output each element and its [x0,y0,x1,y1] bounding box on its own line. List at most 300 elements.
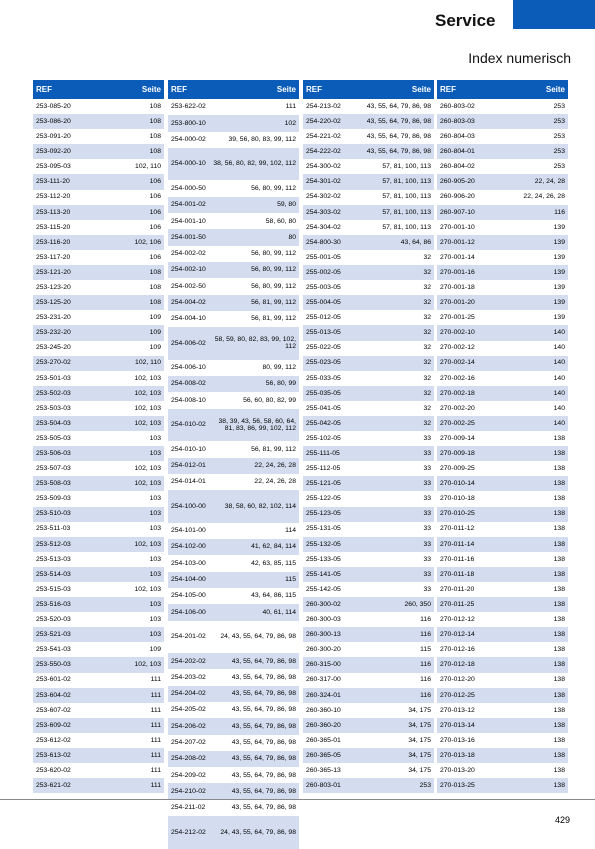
ref-cell: 253-515-03 [36,585,71,593]
seite-cell: 43, 64, 86 [400,238,431,246]
table-row [437,295,568,310]
seite-cell: 109 [149,344,161,352]
seite-cell: 260, 350 [404,600,431,608]
seite-cell: 102, 103 [134,585,161,593]
ref-cell: 255-033-05 [306,374,341,382]
table-row [303,627,434,642]
seite-cell: 24, 43, 55, 64, 79, 86, 98 [220,828,296,836]
table-row [437,718,568,733]
ref-cell: 254-104-00 [171,576,206,584]
seite-cell: 43, 55, 64, 79, 86, 98 [366,148,431,156]
table-row [33,310,164,325]
seite-cell: 138 [553,555,565,563]
table-row [303,205,434,220]
table-row [33,461,164,476]
header-seite: Seite [545,85,565,94]
seite-cell: 138 [553,691,565,699]
ref-cell: 270-001-20 [440,299,475,307]
seite-cell: 111 [150,736,161,744]
ref-cell: 254-001-50 [171,233,206,241]
seite-cell: 103 [149,631,161,639]
seite-cell: 139 [553,314,565,322]
table-row [168,360,299,376]
table-row [437,144,568,159]
seite-cell: 253 [553,133,565,141]
table-row [168,474,299,490]
seite-cell: 108 [149,102,161,110]
ref-cell: 253-541-03 [36,646,71,654]
ref-cell: 254-208-02 [171,755,206,763]
ref-cell: 253-509-03 [36,495,71,503]
seite-cell: 57, 81, 100, 113 [382,193,431,201]
ref-cell: 260-906-20 [440,193,475,201]
table-row [303,552,434,567]
table-row [303,220,434,235]
ref-cell: 253-113-20 [36,208,71,216]
ref-cell: 254-001-02 [171,201,206,209]
table-row [168,800,299,816]
ref-cell: 255-123-05 [306,510,341,518]
table-row [437,190,568,205]
section-color-tab [513,0,595,29]
index-column-2 [168,80,299,849]
ref-cell: 270-001-25 [440,314,475,322]
ref-cell: 260-803-01 [306,782,341,790]
table-row [168,213,299,229]
ref-cell: 253-115-20 [36,223,71,231]
seite-cell: 106 [149,253,161,261]
table-row [303,567,434,582]
seite-cell: 34, 175 [408,721,431,729]
seite-cell: 116 [420,616,431,624]
table-row [168,197,299,213]
table-row [437,129,568,144]
table-row [168,229,299,245]
seite-cell: 138 [553,766,565,774]
seite-cell: 56, 60, 80, 82, 99 [243,396,296,404]
ref-cell: 270-002-18 [440,389,475,397]
header-ref: REF [36,85,52,94]
ref-cell: 253-604-02 [36,691,71,699]
ref-cell: 254-000-50 [171,184,206,192]
seite-cell: 22, 24, 26, 28 [254,478,296,486]
table-row [33,612,164,627]
ref-cell: 270-013-14 [440,721,475,729]
seite-cell: 102, 103 [134,661,161,669]
table-row [168,392,299,408]
seite-cell: 33 [423,465,431,473]
seite-cell: 102, 106 [134,238,161,246]
ref-cell: 260-365-05 [306,751,341,759]
table-row [437,371,568,386]
ref-cell: 270-012-12 [440,616,475,624]
seite-cell: 138 [553,721,565,729]
table-row [168,295,299,311]
ref-cell: 260-804-03 [440,133,475,141]
ref-cell: 254-210-02 [171,787,206,795]
ref-cell: 253-504-03 [36,419,71,427]
seite-cell: 138 [553,434,565,442]
seite-cell: 139 [553,238,565,246]
ref-cell: 270-013-25 [440,782,475,790]
ref-cell: 255-004-05 [306,299,341,307]
seite-cell: 116 [420,691,431,699]
ref-cell: 270-002-20 [440,404,475,412]
table-row [33,341,164,356]
seite-cell: 139 [553,283,565,291]
table-row [168,458,299,474]
ref-cell: 253-095-03 [36,163,71,171]
table-row [168,735,299,751]
table-header [437,80,568,99]
seite-cell: 43, 55, 64, 79, 86, 98 [231,722,296,730]
seite-cell: 32 [423,344,431,352]
ref-cell: 254-002-10 [171,266,206,274]
seite-cell: 138 [553,540,565,548]
ref-cell: 253-231-20 [36,314,71,322]
seite-cell: 33 [423,495,431,503]
ref-cell: 260-365-01 [306,736,341,744]
table-row [33,99,164,114]
table-row [168,115,299,131]
ref-cell: 254-204-02 [171,690,206,698]
table-row [437,642,568,657]
seite-cell: 253 [553,102,565,110]
table-header [303,80,434,99]
table-row [437,597,568,612]
table-row [437,310,568,325]
ref-cell: 254-304-02 [306,223,341,231]
seite-cell: 253 [553,163,565,171]
seite-cell: 34, 175 [408,751,431,759]
table-row [168,653,299,669]
ref-cell: 260-324-01 [306,691,341,699]
ref-cell: 270-001-16 [440,268,475,276]
seite-cell: 43, 55, 64, 79, 86, 98 [231,771,296,779]
seite-cell: 33 [423,525,431,533]
seite-cell: 56, 81, 99, 112 [251,299,296,306]
table-row [303,461,434,476]
table-row [303,341,434,356]
seite-cell: 138 [553,631,565,639]
ref-cell: 270-012-14 [440,631,475,639]
table-row [168,327,299,360]
ref-cell: 270-009-18 [440,450,475,457]
ref-cell: 270-011-14 [440,540,475,548]
table-row [437,416,568,431]
ref-cell: 253-601-02 [36,676,71,684]
ref-cell: 254-008-10 [171,396,206,404]
table-row [437,325,568,340]
table-row [33,190,164,205]
table-row [303,763,434,778]
ref-cell: 270-002-14 [440,359,475,367]
ref-cell: 253-607-02 [36,706,71,714]
table-row [437,159,568,174]
table-row [437,522,568,537]
table-row [303,356,434,371]
seite-cell: 102, 103 [134,404,161,412]
seite-cell: 138 [553,616,565,624]
ref-cell: 254-105-00 [171,592,206,600]
ref-cell: 253-520-03 [36,616,71,624]
table-row [33,144,164,159]
table-row [303,597,434,612]
seite-cell: 116 [420,676,431,684]
ref-cell: 253-514-03 [36,570,71,578]
table-row [437,235,568,250]
seite-cell: 33 [423,450,431,457]
ref-cell: 253-516-03 [36,600,71,608]
header-ref: REF [440,85,456,94]
seite-cell: 108 [149,299,161,307]
ref-cell: 254-302-02 [306,193,341,201]
ref-cell: 270-012-20 [440,676,475,684]
seite-cell: 102, 103 [134,465,161,473]
footer-divider [0,799,595,800]
header-seite: Seite [276,85,296,94]
seite-cell: 138 [553,600,565,608]
seite-cell: 57, 81, 100, 113 [382,178,431,186]
ref-cell: 270-009-14 [440,434,475,442]
ref-cell: 255-022-05 [306,344,341,352]
seite-cell: 140 [553,359,565,367]
table-row [303,507,434,522]
seite-cell: 116 [420,631,431,639]
seite-cell: 56, 80, 99 [265,380,296,388]
seite-cell: 116 [420,661,431,669]
ref-cell: 254-207-02 [171,739,206,747]
seite-cell: 43, 55, 64, 79, 86, 98 [231,787,296,795]
ref-cell: 254-212-02 [171,828,206,836]
seite-cell: 102, 103 [134,374,161,382]
ref-cell: 254-002-02 [171,250,206,258]
table-row [437,582,568,597]
table-row [33,446,164,461]
seite-cell: 34, 175 [408,706,431,714]
table-row [33,250,164,265]
seite-cell: 32 [423,359,431,367]
table-row [33,401,164,416]
table-row [33,220,164,235]
seite-cell: 138 [553,751,565,759]
ref-cell: 270-013-20 [440,766,475,774]
seite-cell: 32 [423,419,431,427]
table-row [33,627,164,642]
table-row [437,748,568,763]
table-row [437,491,568,506]
seite-cell: 103 [149,555,161,563]
ref-cell: 270-002-10 [440,329,475,337]
index-column-3 [303,80,434,793]
ref-cell: 255-013-05 [306,329,341,337]
seite-cell: 43, 55, 64, 79, 86, 98 [231,673,296,681]
ref-cell: 255-131-05 [306,525,341,533]
table-row [437,356,568,371]
ref-cell: 255-003-05 [306,283,341,291]
seite-cell: 116 [554,208,565,216]
seite-cell: 38, 39, 43, 56, 58, 60, 64, 81, 83, 86, 99, 102, 112 [218,417,296,432]
ref-cell: 254-001-10 [171,217,206,225]
table-row [168,555,299,571]
ref-cell: 253-501-03 [36,374,71,382]
table-row [168,311,299,327]
ref-cell: 255-023-05 [306,359,341,367]
table-row [437,567,568,582]
ref-cell: 254-006-02 [171,339,206,347]
ref-cell: 253-620-02 [36,766,71,774]
table-row [303,431,434,446]
seite-cell: 32 [423,374,431,382]
table-row [437,763,568,778]
seite-cell: 43, 55, 64, 79, 86, 98 [366,117,431,125]
seite-cell: 103 [149,525,161,533]
seite-cell: 102, 110 [135,163,161,171]
ref-cell: 270-012-18 [440,661,475,669]
ref-cell: 253-521-03 [36,631,71,639]
table-row [168,376,299,392]
table-header [168,80,299,99]
ref-cell: 260-300-13 [306,631,341,639]
ref-cell: 253-111-20 [36,178,70,186]
seite-cell: 33 [423,510,431,518]
seite-cell: 33 [423,540,431,548]
table-row [33,763,164,778]
header-ref: REF [171,85,187,94]
ref-cell: 254-014-01 [171,478,206,486]
table-row [303,386,434,401]
ref-cell: 270-010-25 [440,510,475,518]
seite-cell: 40, 61, 114 [262,608,296,616]
seite-cell: 108 [149,148,161,156]
ref-cell: 270-010-18 [440,495,475,503]
ref-cell: 255-142-05 [306,585,341,593]
ref-cell: 260-804-01 [440,148,475,156]
table-row [168,604,299,620]
ref-cell: 253-505-03 [36,434,71,442]
table-row [33,748,164,763]
seite-cell: 56, 80, 99, 112 [251,266,296,274]
table-row [303,733,434,748]
table-row [168,278,299,294]
ref-cell: 254-213-02 [306,102,341,110]
ref-cell: 270-002-12 [440,344,475,352]
ref-cell: 254-002-50 [171,282,206,290]
table-row [437,250,568,265]
table-row [33,642,164,657]
table-row [303,612,434,627]
seite-cell: 43, 55, 64, 79, 86, 98 [231,690,296,698]
seite-cell: 43, 55, 64, 79, 86, 98 [231,657,296,665]
seite-cell: 253 [553,117,565,125]
ref-cell: 260-300-03 [306,616,341,624]
seite-cell: 43, 55, 64, 79, 86, 98 [231,755,296,763]
seite-cell: 108 [149,133,161,141]
seite-cell: 38, 58, 60, 82, 102, 114 [224,502,296,510]
table-row [303,190,434,205]
table-row [33,235,164,250]
table-row [303,295,434,310]
ref-cell: 253-512-03 [36,540,71,548]
table-row [437,401,568,416]
ref-cell: 254-222-02 [306,148,341,156]
ref-cell: 270-002-16 [440,374,475,382]
header-seite: Seite [411,85,431,94]
seite-cell: 102, 103 [134,419,161,427]
ref-cell: 253-112-20 [36,193,71,201]
seite-cell: 32 [423,299,431,307]
seite-cell: 59, 80 [277,201,296,209]
table-row [303,688,434,703]
table-row [168,180,299,196]
seite-cell: 138 [553,480,565,488]
table-row [168,572,299,588]
table-row [33,356,164,371]
seite-cell: 80, 99, 112 [262,364,296,372]
table-row [303,99,434,114]
table-row [437,386,568,401]
ref-cell: 260-315-00 [306,661,341,669]
seite-cell: 56, 81, 99, 112 [251,315,296,323]
table-row [168,262,299,278]
ref-cell: 260-300-02 [306,600,341,608]
ref-cell: 253-116-20 [36,238,71,246]
table-row [33,657,164,672]
table-row [33,522,164,537]
table-row [437,507,568,522]
ref-cell: 253-800-10 [171,119,206,127]
ref-cell: 253-270-02 [36,359,71,367]
table-row [303,582,434,597]
table-row [303,476,434,491]
ref-cell: 260-360-10 [306,706,341,714]
table-row [33,295,164,310]
section-title: Service [435,11,496,30]
table-row [437,174,568,189]
table-row [437,688,568,703]
table-row [33,174,164,189]
seite-cell: 109 [149,646,161,654]
seite-cell: 106 [149,223,161,231]
ref-cell: 253-121-20 [36,268,71,276]
ref-cell: 254-103-00 [171,559,206,567]
table-row [33,431,164,446]
ref-cell: 253-091-20 [36,133,71,141]
seite-cell: 103 [149,510,161,518]
ref-cell: 254-221-02 [306,133,341,141]
seite-cell: 111 [285,103,296,111]
table-row [303,537,434,552]
ref-cell: 254-800-30 [306,238,341,246]
table-row [33,778,164,793]
table-row [437,612,568,627]
ref-cell: 253-092-20 [36,148,71,156]
seite-cell: 102, 110 [135,359,161,367]
table-row [437,657,568,672]
ref-cell: 270-013-16 [440,736,475,744]
ref-cell: 254-300-02 [306,163,341,171]
seite-cell: 56, 80, 99, 112 [251,250,296,258]
seite-cell: 42, 63, 85, 115 [251,559,296,567]
seite-cell: 33 [423,480,431,488]
seite-cell: 106 [149,178,161,186]
table-row [33,597,164,612]
ref-cell: 260-905-20 [440,178,475,186]
table-row [303,657,434,672]
table-row [303,673,434,688]
table-row [33,114,164,129]
ref-cell: 260-804-02 [440,163,475,171]
